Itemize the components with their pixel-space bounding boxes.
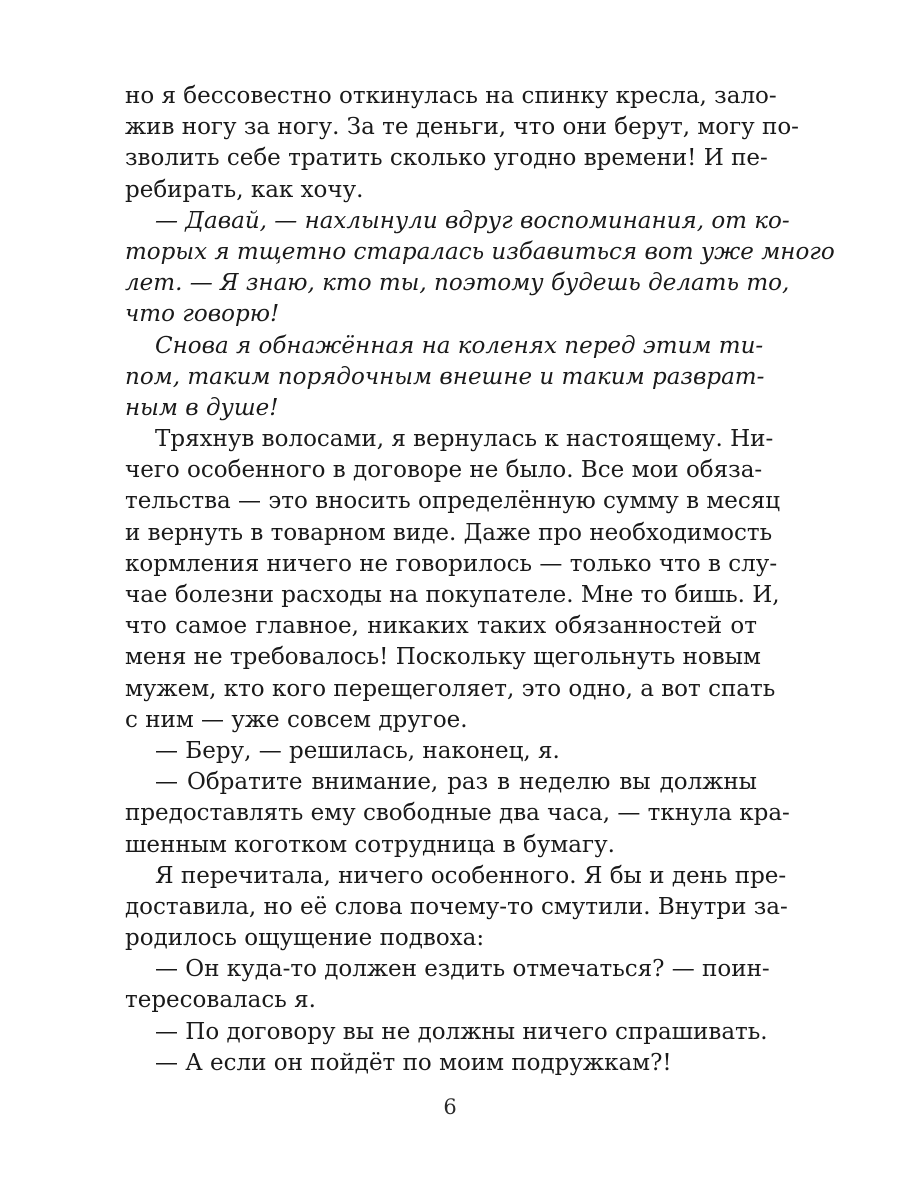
text-line: ным в душе! xyxy=(125,394,279,421)
text-line: торых я тщетно старалась избавиться вот уже много xyxy=(125,238,835,265)
text-line: и вернуть в товарном виде. Даже про необходимость xyxy=(125,519,773,546)
body-text xyxy=(125,81,835,1079)
text-line: ребирать, как хочу. xyxy=(125,176,364,203)
text-line: — Он куда-то должен ездить отмечаться? — поин- xyxy=(155,956,770,983)
text-line: Я перечитала, ничего особенного. Я бы и день пре- xyxy=(155,862,787,889)
text-line: жив ногу за ногу. За те деньги, что они берут, могу по- xyxy=(125,114,799,141)
text-line: Снова я обнажённая на коленях перед этим ти- xyxy=(155,332,764,359)
text-line: но я бессовестно откинулась на спинку кресла, зало- xyxy=(125,83,777,109)
text-line: Тряхнув волосами, я вернулась к настоящему. Ни- xyxy=(155,426,774,453)
text-line: что самое главное, никаких таких обязанностей от xyxy=(125,613,757,640)
text-line: зволить себе тратить сколько угодно времени! И пе- xyxy=(125,145,768,172)
text-line: чае болезни расходы на покупателе. Мне то бишь. И, xyxy=(125,582,780,608)
page-number: 6 xyxy=(443,1095,457,1119)
text-line: — Обратите внимание, раз в неделю вы должны xyxy=(155,769,757,796)
text-line: — Давай, — нахлынули вдруг воспоминания, от ко- xyxy=(155,207,790,234)
text-line: мужем, кто кого перещеголяет, это одно, а вот спать xyxy=(125,675,776,702)
text-line: меня не требовалось! Поскольку щегольнуть новым xyxy=(125,644,761,671)
text-line: шенным коготком сотрудница в бумагу. xyxy=(125,831,615,858)
text-line: предоставлять ему свободные два часа, — ткнула кра- xyxy=(125,800,790,827)
text-line: родилось ощущение подвоха: xyxy=(125,925,485,952)
text-line: лет. — Я знаю, кто ты, поэтому будешь делать то, xyxy=(125,270,790,297)
text-line: тересовалась я. xyxy=(125,987,316,1014)
text-line: что говорю! xyxy=(125,301,280,328)
text-line: пом, таким порядочным внешне и таким разврат- xyxy=(125,363,765,390)
text-line: — А если он пойдёт по моим подружкам?! xyxy=(155,1049,672,1076)
text-line: — Беру, — решилась, наконец, я. xyxy=(155,737,560,764)
text-line: доставила, но её слова почему-то смутили. Внутри за- xyxy=(125,893,788,920)
text-line: тельства — это вносить определённую сумму в месяц xyxy=(125,488,781,515)
text-line: чего особенного в договоре не было. Все мои обяза- xyxy=(125,457,763,484)
text-line: — По договору вы не должны ничего спрашивать. xyxy=(155,1018,768,1045)
text-line: кормления ничего не говорилось — только что в слу- xyxy=(125,550,778,577)
text-line: с ним — уже совсем другое. xyxy=(125,706,468,733)
